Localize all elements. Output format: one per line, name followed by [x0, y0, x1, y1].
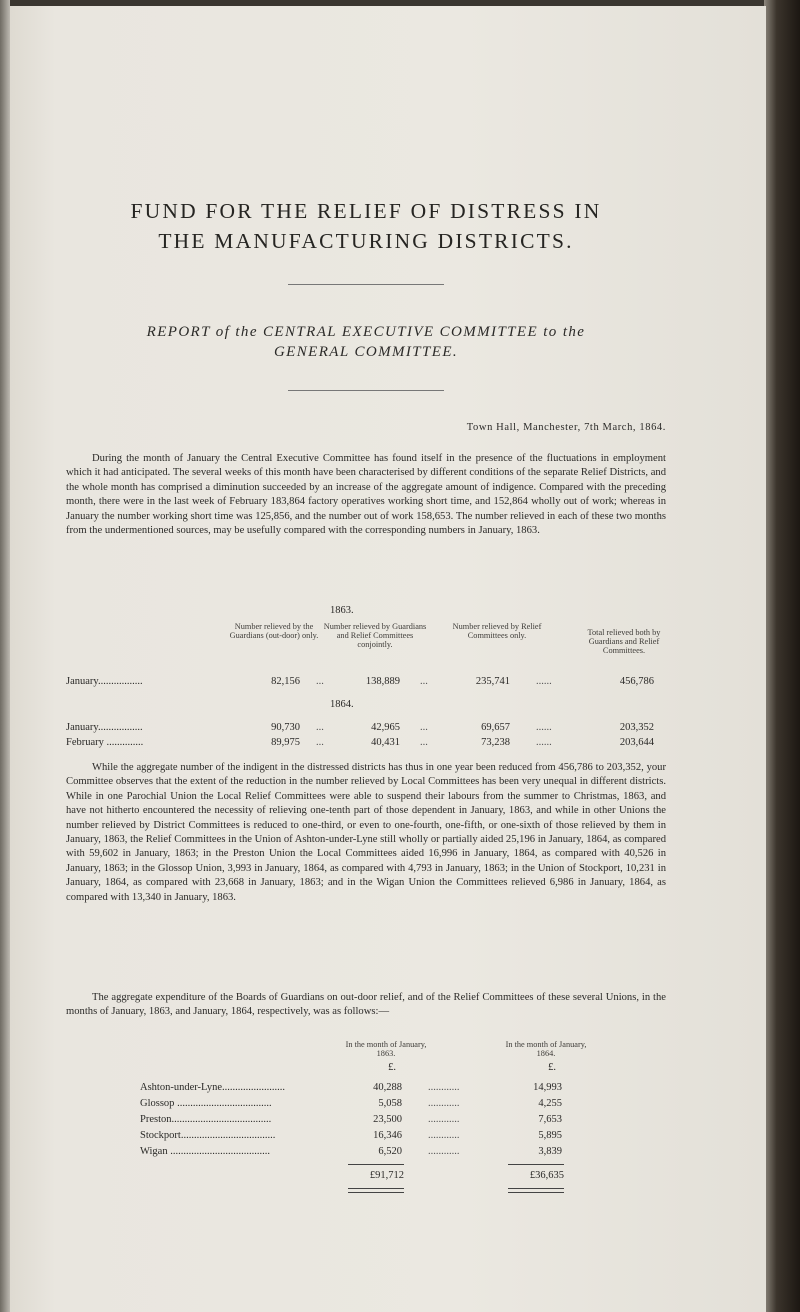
table-year-1863: 1863. — [330, 605, 354, 616]
exp-currency-1864: £. — [548, 1062, 556, 1073]
report-heading-line-1: REPORT of the CENTRAL EXECUTIVE COMMITTEE to the — [146, 324, 586, 340]
title-line-2: THE MANUFACTURING DISTRICTS. — [158, 229, 574, 253]
table-row-label: February .............. — [66, 737, 144, 748]
exp-row-label: Stockport.................................... — [140, 1130, 276, 1141]
exp-total-1864: £36,635 — [529, 1170, 564, 1181]
table-leader: ... — [316, 676, 324, 687]
table-leader: ...... — [536, 737, 552, 748]
table-leader: ... — [420, 676, 428, 687]
report-rule — [288, 390, 444, 391]
dateline: Town Hall, Manchester, 7th March, 1864. — [466, 422, 666, 433]
col-head-conjoint: Number relieved by Guardians and Relief Committees conjointly. — [323, 622, 427, 649]
exp-cell: 40,288 — [373, 1082, 402, 1093]
exp-row-label: Wigan ...................................... — [140, 1146, 270, 1157]
book-left-edge — [0, 0, 10, 1312]
exp-total-rule — [508, 1164, 564, 1165]
report-heading — [66, 322, 666, 362]
exp-cell: 7,653 — [538, 1114, 562, 1125]
exp-leader: ............ — [428, 1146, 460, 1157]
exp-currency-1863: £. — [388, 1062, 396, 1073]
exp-cell: 4,255 — [538, 1098, 562, 1109]
document-page — [10, 6, 766, 1312]
document-title — [66, 196, 666, 256]
exp-cell: 6,520 — [378, 1146, 402, 1157]
exp-total-rule — [348, 1164, 404, 1165]
exp-total-1863: £91,712 — [369, 1170, 404, 1181]
exp-cell: 16,346 — [373, 1130, 402, 1141]
paragraph-3: The aggregate expenditure of the Boards of Guardians on out-door relief, and of the Relief Committees of these several Unions, in the months of January, 1863, and January, 1864, respectively, was as follows:— — [66, 992, 666, 1018]
exp-leader: ............ — [428, 1130, 460, 1141]
table-leader: ... — [316, 737, 324, 748]
exp-total-double-rule — [508, 1188, 564, 1193]
exp-cell: 3,839 — [538, 1146, 562, 1157]
exp-cell: 5,895 — [538, 1130, 562, 1141]
table-row-label: January................. — [66, 722, 143, 733]
exp-total-double-rule — [348, 1188, 404, 1193]
paragraph-1: During the month of January the Central Executive Committee has found itself in the presence of the fluctuations in employment which it had anticipated. The several weeks of this month have been characterised by different conditions of the separate Relief Districts, and the whole month has comprised a diminution succeeded by an increase of the aggregate amount of indigence. Compared with the preceding month, there were in the last week of February 183,864 factory operatives working short time, and 152,864 wholly out of work; whereas in January the number working short time was 125,856, and the number out of work 158,653. The number relieved in each of these two months from the undermentioned sources, may be usefully compared with the corresponding numbers in January, 1863. — [66, 453, 666, 537]
col-head-total: Total relieved both by Guardians and Relief Committees. — [587, 628, 661, 655]
exp-row-label: Glossop .................................... — [140, 1098, 272, 1109]
table-cell: 40,431 — [371, 737, 400, 748]
report-heading-line-2: GENERAL COMMITTEE. — [273, 344, 459, 360]
table-cell: 235,741 — [475, 676, 510, 687]
table-cell: 456,786 — [619, 676, 654, 687]
table-cell: 138,889 — [365, 676, 400, 687]
exp-col-head-1863: In the month of January, 1863. — [345, 1040, 427, 1058]
table-cell: 69,657 — [481, 722, 510, 733]
exp-cell: 14,993 — [533, 1082, 562, 1093]
table-leader: ... — [316, 722, 324, 733]
exp-leader: ............ — [428, 1098, 460, 1109]
table-leader: ...... — [536, 676, 552, 687]
table-leader: ... — [420, 722, 428, 733]
exp-row-label: Preston...................................... — [140, 1114, 272, 1125]
table-cell: 90,730 — [271, 722, 300, 733]
exp-leader: ............ — [428, 1114, 460, 1125]
exp-leader: ............ — [428, 1082, 460, 1093]
title-rule — [288, 284, 444, 285]
table-row-label: January................. — [66, 676, 143, 687]
exp-cell: 23,500 — [373, 1114, 402, 1125]
table-cell: 203,352 — [619, 722, 654, 733]
exp-cell: 5,058 — [378, 1098, 402, 1109]
col-head-guardians: Number relieved by the Guardians (out-door) only. — [229, 622, 319, 640]
paragraph-2: While the aggregate number of the indigent in the distressed districts has thus in one year been reduced from 456,786 to 203,352, your Committee observes that the extent of the reduction in the number relieved by Local Committees has been very unequal in different districts. While in one Parochial Union the Local Relief Committees were able to suspend their labours from the summer to Christmas, 1863, and have not hitherto encountered the necessity of relieving one-tenth part of those dependent in January, 1863, and while in other Unions the number relieved by District Committees is reduced to one-third, or even to one-fourth, one-fifth, or one-sixth of those relieved by them in January, 1863, the Relief Committees in the Union of Ashton-under-Lyne still wholly or partially aided 25,196 in January, 1864, as compared with 59,602 in January, 1863; in the Preston Union the Local Committees aided 16,996 in January, 1864, as compared with 40,526 in January, 1863; in the Glossop Union, 3,993 in January, 1864, as compared with 4,793 in January, 1863; in the Union of Stockport, 10,231 in January, 1864, as compared with 23,668 in January, 1863; and in the Wigan Union the Committees relieved 6,986 in January, 1864, as compared with 13,340 in January, 1863. — [66, 762, 666, 903]
table-year-1864: 1864. — [330, 699, 354, 710]
title-line-1: FUND FOR THE RELIEF OF DISTRESS IN — [130, 199, 602, 223]
col-head-committees: Number relieved by Relief Committees only. — [452, 622, 542, 640]
book-binding-edge — [764, 0, 800, 1312]
exp-col-head-1864: In the month of January, 1864. — [505, 1040, 587, 1058]
table-cell: 89,975 — [271, 737, 300, 748]
table-leader: ... — [420, 737, 428, 748]
table-cell: 82,156 — [271, 676, 300, 687]
exp-row-label: Ashton-under-Lyne........................ — [140, 1082, 286, 1093]
table-cell: 203,644 — [619, 737, 654, 748]
table-leader: ...... — [536, 722, 552, 733]
table-cell: 42,965 — [371, 722, 400, 733]
table-cell: 73,238 — [481, 737, 510, 748]
